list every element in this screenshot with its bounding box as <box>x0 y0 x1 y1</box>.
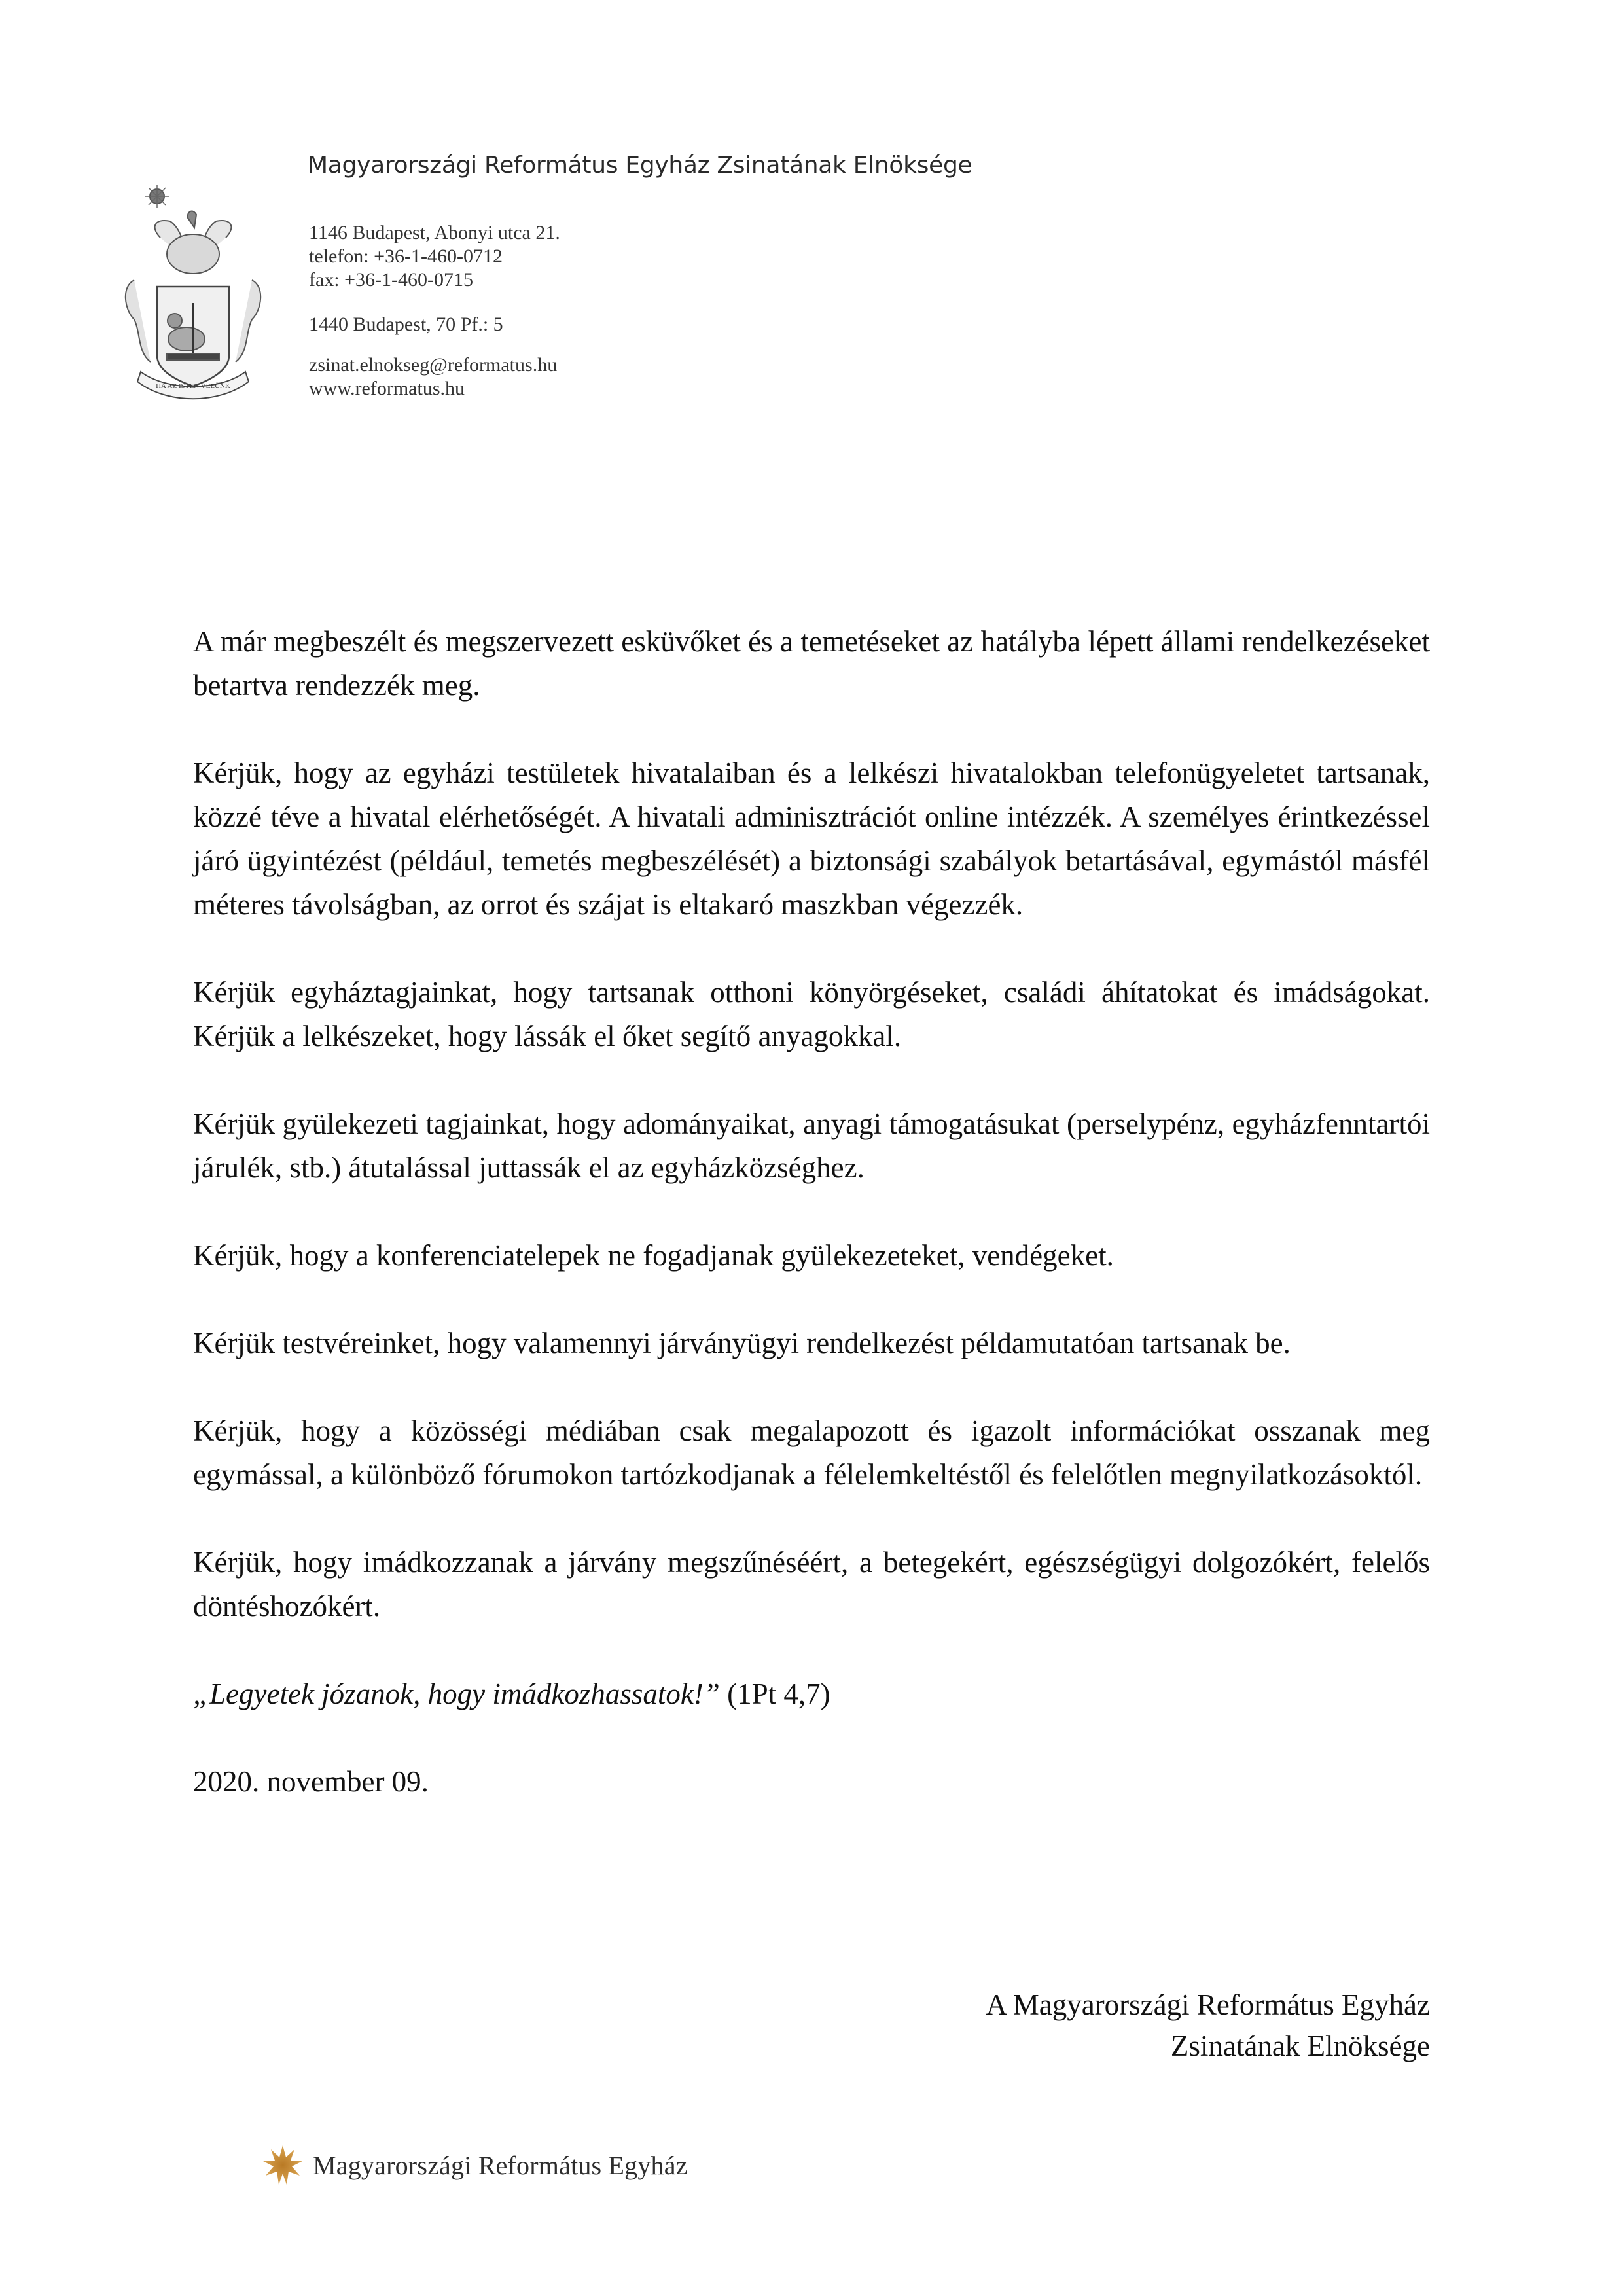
bible-quote <box>193 1672 1430 1716</box>
paragraph: A már megbeszélt és megszervezett esküvőket és a temetéseket az hatályba lépett állami rendelkezéseket betartva rendezzék meg. <box>193 625 1430 702</box>
street-address: 1146 Budapest, Abonyi utca 21. <box>309 222 560 243</box>
star-icon <box>262 2144 304 2186</box>
quote-reference: (1Pt 4,7) <box>719 1677 830 1710</box>
letter-body <box>193 620 1430 1848</box>
paragraph: Kérjük, hogy imádkozzanak a járvány megszűnéséért, a betegekért, egészségügyi dolgozókért, felelős döntéshozókért. <box>193 1546 1430 1623</box>
footer-logo <box>262 2142 688 2188</box>
crest-motto: HA AZ ISTEN VELÜNK <box>156 382 230 390</box>
letterhead-contacts <box>309 353 557 401</box>
website-link[interactable]: www.reformatus.hu <box>309 378 465 399</box>
paragraph: Kérjük gyülekezeti tagjainkat, hogy adományaikat, anyagi támogatásukat (perselypénz, egyházfenntartói járulék, stb.) átutalással juttassák el az egyházközséghez. <box>193 1107 1430 1184</box>
signature-line-1: A Magyarországi Református Egyház <box>986 1988 1430 2021</box>
paragraph: Kérjük, hogy a konferenciatelepek ne fogadjanak gyülekezeteket, vendégeket. <box>193 1239 1114 1272</box>
phone-number: telefon: +36-1-460-0712 <box>309 245 503 267</box>
letterhead-title: Magyarországi Református Egyház Zsinatának Elnöksége <box>308 152 972 179</box>
footer-org-name: Magyarországi Református Egyház <box>313 2150 688 2180</box>
po-box: 1440 Budapest, 70 Pf.: 5 <box>309 314 503 335</box>
paragraph: Kérjük, hogy a közösségi médiában csak megalapozott és igazolt információkat osszanak meg egymással, a különböző fórumokon tartózkodjanak a félelemkeltéstől és felelőtlen megnyilatkozásoktól. <box>193 1414 1430 1491</box>
signature-line-2: Zsinatának Elnöksége <box>1170 2030 1430 2062</box>
letter-date: 2020. november 09. <box>193 1765 429 1798</box>
letterhead-address <box>309 221 560 292</box>
coat-of-arms-icon <box>115 182 272 408</box>
paragraph: Kérjük, hogy az egyházi testületek hivatalaiban és a lelkészi hivatalokban telefonügyeletet tartsanak, közzé téve a hivatal elérhetőségét. A hivatali adminisztrációt online intézzék. A személyes érintkezéssel járó ügyintézést (például, temetés megbeszélését) a biztonsági szabályok betartásával, egymástól másfél méteres távolságban, az orrot és szájat is eltakaró maszkban végezzék. <box>193 757 1430 921</box>
quote-text: „Legyetek józanok, hogy imádkozhassatok!” <box>193 1677 720 1710</box>
paragraph: Kérjük testvéreinket, hogy valamennyi járványügyi rendelkezést példamutatóan tartsanak be. <box>193 1327 1291 1359</box>
paragraph: Kérjük egyháztagjainkat, hogy tartsanak otthoni könyörgéseket, családi áhítatokat és imádságokat. Kérjük a lelkészeket, hogy lássák el őket segítő anyagokkal. <box>193 976 1430 1052</box>
email-link[interactable]: zsinat.elnokseg@reformatus.hu <box>309 354 558 376</box>
fax-number: fax: +36-1-460-0715 <box>309 269 474 291</box>
signature-block <box>851 1984 1430 2067</box>
